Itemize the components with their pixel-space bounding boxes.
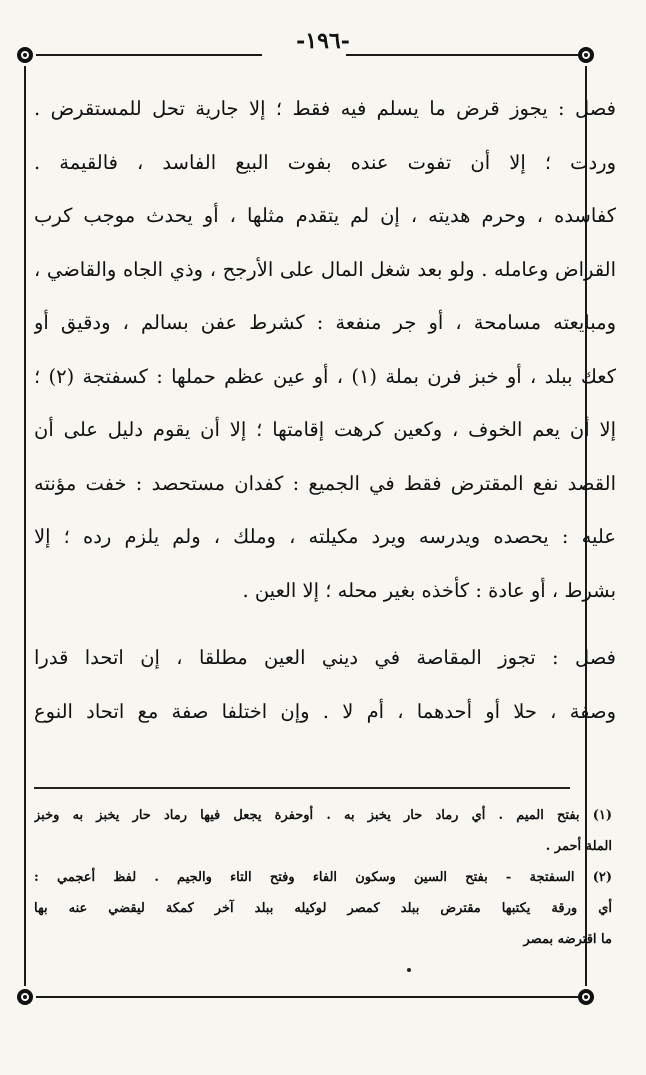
footnote-line: الملة أحمر . bbox=[545, 839, 612, 854]
footnote-line: (٢) السفتجة - بفتح السين وسكون الفاء وفتح التاء والجيم . لفظ أعجمي : bbox=[34, 870, 612, 885]
text-line: وردت ؛ إلا أن تفوت عنده بفوت البيع الفاسد ، فالقيمة . bbox=[34, 150, 616, 174]
text-line: كفاسده ، وحرم هديته ، إن لم يتقدم مثلها ، أو يحدث موجب كرب bbox=[34, 204, 616, 227]
text-line: بشرط ، أو عادة : كأخذه بغير محله ؛ إلا العين . bbox=[242, 578, 616, 602]
corner-ornament-icon bbox=[14, 986, 36, 1008]
text-line: ومبايعته مسامحة ، أو جر منفعة : كشرط عفن بسالم ، ودقيق أو bbox=[34, 311, 616, 334]
section-line: وصفة ، حلا أو أحدهما ، أم لا . وإن اختلفا صفة مع اتحاد النوع bbox=[34, 699, 616, 723]
footnote-line: أي ورقة يكتبها مقترض ببلد كمصر لوكيله ببلد آخر كمكة ليقضي عنه بها bbox=[34, 901, 612, 916]
footnotes bbox=[34, 800, 612, 955]
text-line: إلا أن يعم الخوف ، وكعين كرهت إقامتها ؛ إلا أن يقوم دليل على أن bbox=[34, 418, 616, 441]
footnote-line: ما اقترضه بمصر bbox=[523, 932, 612, 947]
frame-top-line-right bbox=[346, 54, 578, 56]
footnote-line: (١) بفتح الميم . أي رماد حار يخبز به . أوحفرة يجعل فيها رماد حار يخبز به وخبز bbox=[34, 808, 612, 823]
frame-left-line bbox=[24, 66, 26, 986]
corner-ornament-icon bbox=[575, 986, 597, 1008]
page-number: -١٩٦- bbox=[296, 28, 350, 54]
text-line: القراض وعامله . ولو بعد شغل المال على الأرجح ، وذي الجاه والقاضي ، bbox=[34, 257, 616, 281]
footnote-divider bbox=[34, 787, 570, 789]
text-line: عليه : يحصده ويدرسه ويرد مكيلته ، وملك ، ولم يلزم رده ؛ إلا bbox=[34, 525, 616, 548]
text-line: كعك ببلد ، أو خبز فرن بملة (١) ، أو عين عظم حملها : كسفتجة (٢) ؛ bbox=[34, 364, 616, 388]
text-line: القصد نفع المقترض فقط في الجميع : كفدان مستحصد : خفت مؤنته bbox=[34, 471, 616, 495]
text-line: فصل : يجوز قرض ما يسلم فيه فقط ؛ إلا جارية تحل للمستقرض . bbox=[34, 97, 616, 120]
ink-dot bbox=[407, 968, 411, 972]
section-line: فصل : تجوز المقاصة في ديني العين مطلقا ، إن اتحدا قدرا bbox=[34, 646, 616, 669]
frame-bottom-line bbox=[36, 996, 578, 998]
main-text bbox=[34, 82, 616, 738]
frame-top-line bbox=[36, 54, 262, 56]
